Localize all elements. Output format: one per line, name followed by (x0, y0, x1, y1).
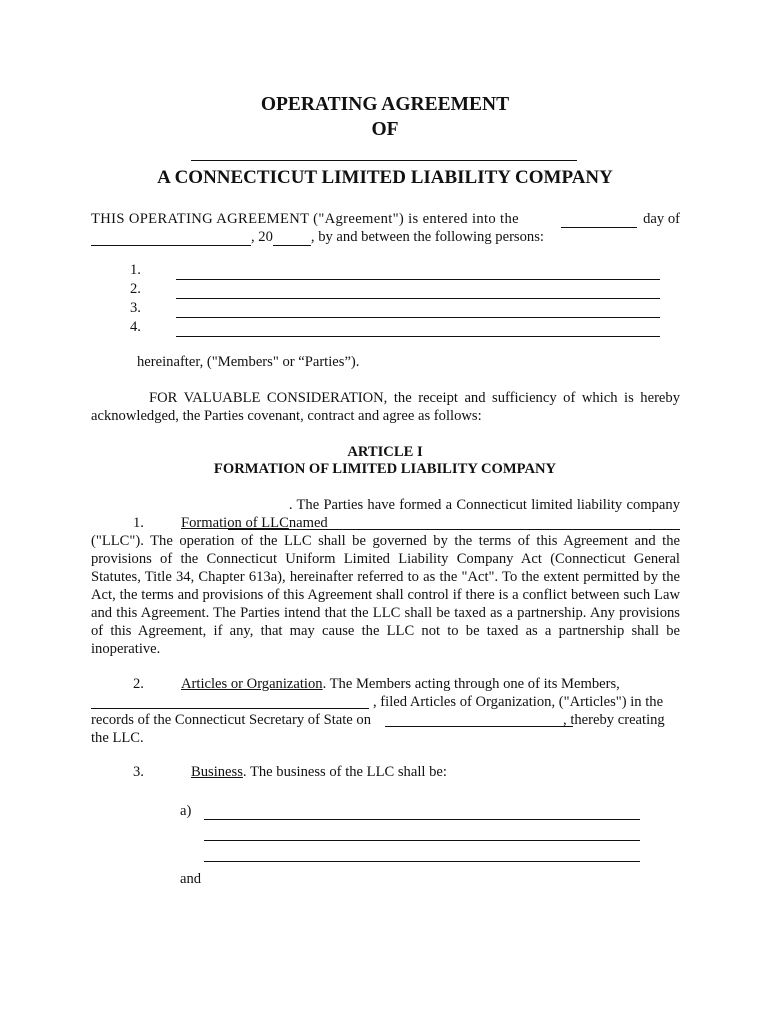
day-blank[interactable] (561, 214, 637, 228)
year-blank[interactable] (273, 232, 311, 246)
member-blank[interactable] (176, 285, 660, 299)
section-3-number: 3. (133, 764, 144, 780)
section-2-lead: . The Members acting through one of its Members, (322, 676, 620, 692)
hereinafter-text: hereinafter, ("Members" or “Parties”). (137, 354, 360, 370)
list-number: 4. (130, 319, 141, 335)
intro-year-prefix: , 20 (251, 229, 273, 245)
document-subtitle: A CONNECTICUT LIMITED LIABILITY COMPANY (157, 167, 613, 188)
company-name-blank[interactable] (191, 160, 577, 161)
intro-day-of: day of (643, 211, 680, 227)
and-text: and (180, 871, 202, 887)
member-blank[interactable] (176, 266, 660, 280)
section-1-name-row (91, 514, 680, 532)
article-title: FORMATION OF LIMITED LIABILITY COMPANY (213, 461, 557, 477)
document-title-of: OF (371, 119, 399, 140)
section-1-number: 1. (133, 515, 144, 531)
business-lines (180, 799, 640, 862)
section-3 (91, 763, 680, 781)
list-number: 3. (130, 300, 141, 316)
section-1-body: ("LLC"). The operation of the LLC shall be governed by the terms of this Agreement and the provisions of the Connecticut Uniform Limited Liability Company Act (Connecticut General Statutes, Title 34, Chapter 613a), hereinafter referred to as the "Act". To the extent permitted by the Act, the terms and provisions of this Agreement shall control if there is a conflict between such Law and this Agreement. The Parties intend that the LLC shall be taxed as a partnership. Any provisions of this Agreement, if any, that may cause the LLC not to be taxed as a partnership shall be inoperative. (91, 533, 680, 657)
item-label: a) (180, 803, 192, 819)
document-title: OPERATING AGREEMENT (260, 94, 510, 115)
business-blank[interactable] (204, 826, 640, 841)
llc-name-blank[interactable] (228, 516, 680, 530)
section-2-body: , filed Articles of Organization, ("Articles") in the records of the Connecticut Secretary of State on , thereby creating the LLC. (91, 694, 665, 746)
member-blank[interactable] (176, 304, 660, 318)
list-number: 1. (130, 262, 141, 278)
list-item (180, 841, 640, 862)
members-list (130, 261, 660, 337)
list-item (180, 799, 640, 820)
section-2-number: 2. (133, 676, 144, 692)
list-item (130, 299, 660, 318)
intro-tail: , by and between the following persons: (310, 229, 544, 245)
section-3-heading: Business (191, 764, 243, 780)
consideration-paragraph: FOR VALUABLE CONSIDERATION, the receipt and sufficiency of which is hereby acknowledged, the Parties covenant, contract and agree as follows: (91, 390, 680, 424)
list-item (130, 318, 660, 337)
list-item (180, 820, 640, 841)
section-1-lead: . The Parties have formed a Connecticut limited liability company named (288, 497, 680, 531)
list-item (130, 280, 660, 299)
article-number: ARTICLE I (347, 444, 423, 460)
section-2-heading: Articles or Organization (181, 676, 323, 692)
list-number: 2. (130, 281, 141, 297)
intro-paragraph (91, 210, 680, 246)
list-item (130, 261, 660, 280)
section-1-heading: Formation of LLC (181, 515, 289, 531)
intro-text: THIS OPERATING AGREEMENT ("Agreement") is entered into the (91, 211, 519, 227)
section-3-lead: . The business of the LLC shall be: (242, 764, 447, 780)
member-blank[interactable] (176, 323, 660, 337)
business-blank[interactable] (204, 805, 640, 820)
month-blank[interactable] (91, 232, 251, 246)
business-blank[interactable] (204, 847, 640, 862)
